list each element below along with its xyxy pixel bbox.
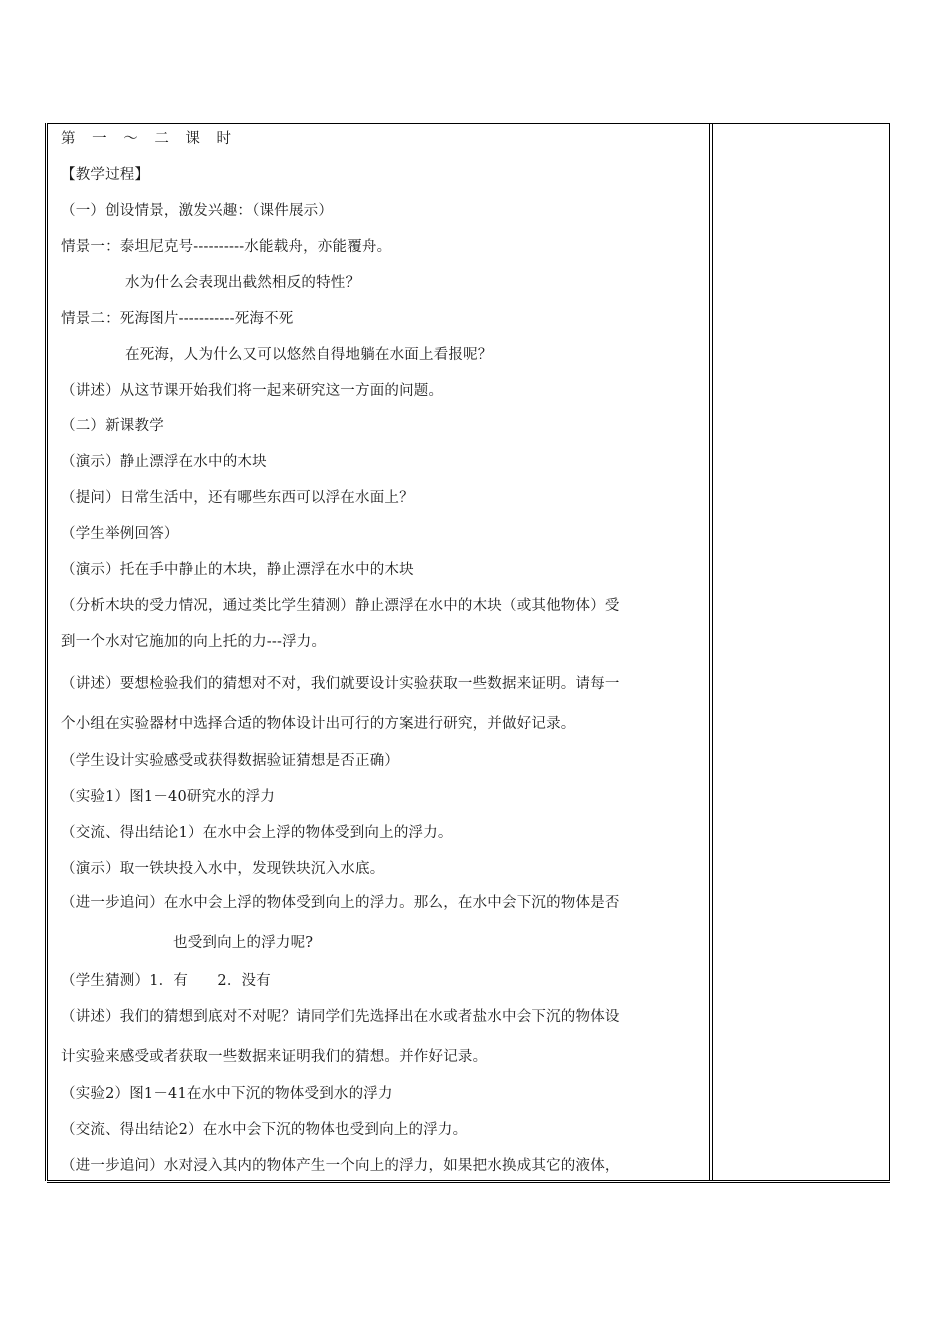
paragraph: 个小组在实验器材中选择合适的物体设计出可行的方案进行研究，并做好记录。 <box>61 716 576 732</box>
lesson-plan-table <box>47 123 890 1181</box>
notes-column-cell <box>712 124 889 1180</box>
section-heading: 【教学过程】 <box>61 167 150 183</box>
paragraph: （演示）静止漂浮在水中的木块 <box>61 454 267 470</box>
paragraph: （进一步追问）在水中会上浮的物体受到向上的浮力。那么，在水中会下沉的物体是否 <box>61 895 620 911</box>
paragraph: （实验1）图1－40研究水的浮力 <box>61 789 276 805</box>
paragraph: （分析木块的受力情况，通过类比学生猜测）静止漂浮在水中的木块（或其他物体）受 <box>61 598 620 614</box>
paragraph: （进一步追问）水对浸入其内的物体产生一个向上的浮力，如果把水换成其它的液体， <box>61 1158 620 1174</box>
paragraph: 情景二：死海图片-----------死海不死 <box>61 311 294 327</box>
paragraph: 计实验来感受或者获取一些数据来证明我们的猜想。并作好记录。 <box>61 1049 488 1065</box>
paragraph: （讲述）我们的猜想到底对不对呢？请同学们先选择出在水或者盐水中会下沉的物体设 <box>61 1009 620 1025</box>
paragraph: （交流、得出结论1）在水中会上浮的物体受到向上的浮力。 <box>61 825 453 841</box>
paragraph: （二）新课教学 <box>61 418 164 434</box>
paragraph: （实验2）图1－41在水中下沉的物体受到水的浮力 <box>61 1086 393 1102</box>
paragraph: （交流、得出结论2）在水中会下沉的物体也受到向上的浮力。 <box>61 1122 468 1138</box>
lesson-title: 第 一 ～ 二 课 时 <box>61 131 238 147</box>
paragraph: （演示）托在手中静止的木块，静止漂浮在水中的木块 <box>61 562 414 578</box>
paragraph: 也受到向上的浮力呢? <box>173 935 314 951</box>
paragraph: （讲述）从这节课开始我们将一起来研究这一方面的问题。 <box>61 383 444 399</box>
paragraph: （一）创设情景，激发兴趣：（课件展示） <box>61 203 334 219</box>
paragraph: （讲述）要想检验我们的猜想对不对，我们就要设计实验获取一些数据来证明。请每一 <box>61 676 620 692</box>
main-content-cell <box>48 124 709 1180</box>
paragraph: 水为什么会表现出截然相反的特性？ <box>125 275 361 291</box>
paragraph: （学生举例回答） <box>61 526 179 542</box>
paragraph: 情景一：泰坦尼克号----------水能载舟，亦能覆舟。 <box>61 239 392 255</box>
column-divider <box>709 124 710 1180</box>
paragraph: （提问）日常生活中，还有哪些东西可以浮在水面上？ <box>61 490 414 506</box>
paragraph: （演示）取一铁块投入水中，发现铁块沉入水底。 <box>61 861 385 877</box>
paragraph: 在死海，人为什么又可以悠然自得地躺在水面上看报呢？ <box>125 347 493 363</box>
paragraph: （学生猜测）1．有 2．没有 <box>61 973 271 989</box>
paragraph: （学生设计实验感受或获得数据验证猜想是否正确） <box>61 753 400 769</box>
paragraph: 到一个水对它施加的向上托的力---浮力。 <box>61 634 327 650</box>
